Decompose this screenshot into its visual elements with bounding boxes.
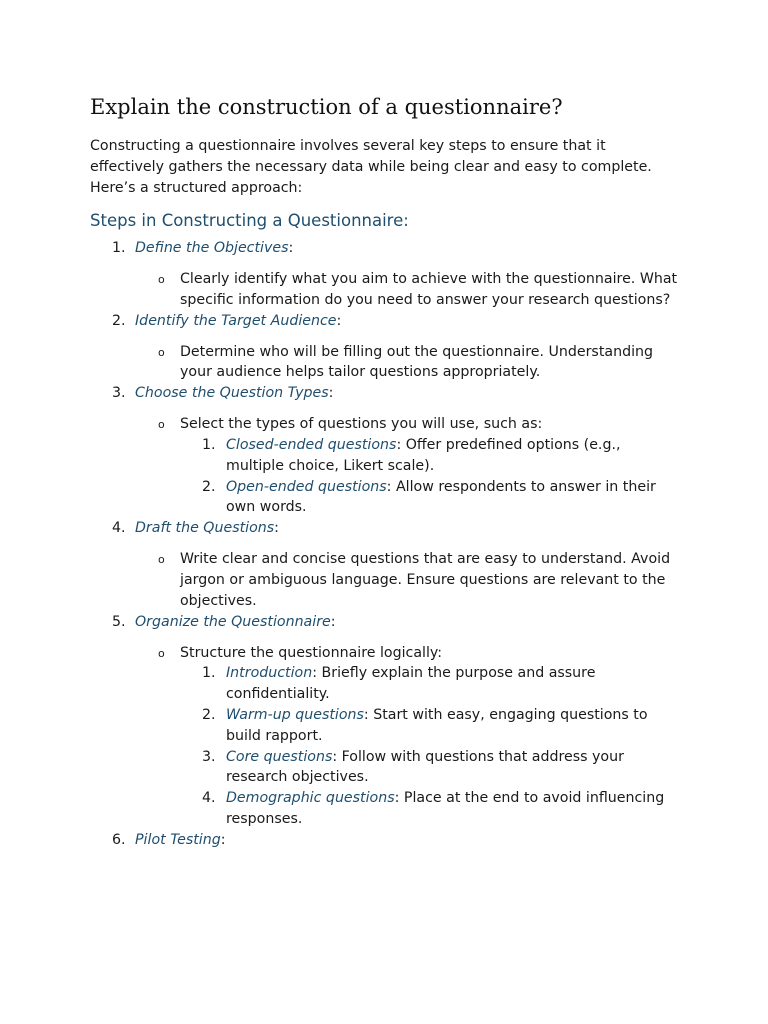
sub-item-desc: : Place at the end to avoid influencing responses.	[226, 790, 665, 827]
sub-item-desc: : Start with easy, engaging questions to build rapport.	[226, 706, 648, 744]
bullet-text: Determine who will be filling out the questionnaire. Understanding your audience helps tailor questions appropriately.	[180, 343, 654, 381]
step-label	[135, 518, 279, 539]
step-label	[135, 830, 226, 851]
sub-item	[180, 435, 680, 477]
step-colon: :	[274, 520, 279, 537]
step-term: Identify the Target Audience	[135, 312, 337, 329]
step-label	[135, 612, 336, 633]
step-number: 3.	[112, 385, 126, 402]
step-term: Pilot Testing	[135, 831, 221, 848]
bullet-marker-icon: o	[158, 553, 165, 567]
sub-item-number: 1.	[202, 436, 216, 453]
sub-item	[180, 705, 680, 747]
sub-item	[180, 747, 680, 789]
sub-item-term: Warm-up questions	[226, 706, 364, 723]
bullet-text: Write clear and concise questions that are easy to understand. Avoid jargon or ambiguous language. Ensure questions are relevant to the objectives.	[180, 551, 671, 609]
step-label	[135, 383, 333, 404]
bullet-marker-icon: o	[158, 646, 165, 660]
bullet-item	[90, 269, 680, 311]
step-item	[90, 518, 680, 539]
step-term: Organize the Questionnaire	[135, 613, 331, 630]
section-heading: Steps in Constructing a Questionnaire:	[90, 211, 409, 230]
bullet-item	[90, 414, 680, 518]
sub-item-number: 2.	[202, 478, 216, 495]
sub-item-term: Introduction	[226, 665, 313, 682]
sub-item	[180, 663, 680, 705]
step-term: Choose the Question Types	[135, 385, 329, 402]
sub-item-desc: : Follow with questions that address your research objectives.	[226, 748, 624, 786]
bullet-item	[90, 549, 680, 611]
step-term: Draft the Questions	[135, 520, 275, 537]
step-colon: :	[288, 240, 294, 256]
sub-item-number: 4.	[202, 790, 216, 807]
bullet-marker-icon: o	[158, 345, 165, 359]
bullet-marker-icon: o	[158, 273, 165, 286]
bullet-text: Structure the questionnaire logically:	[180, 644, 443, 661]
intro-paragraph: Constructing a questionnaire involves several key steps to ensure that it effectively gathers the necessary data while being clear and easy to complete. Here’s a structured approach:	[90, 138, 652, 196]
sub-item	[180, 788, 680, 830]
step-colon: :	[336, 312, 342, 329]
sub-item-desc: : Briefly explain the purpose and assure confidentiality.	[226, 665, 596, 703]
step-item	[90, 383, 680, 404]
step-number: 6.	[112, 831, 126, 848]
sub-item	[180, 477, 680, 519]
sub-item-number: 3.	[202, 748, 216, 765]
step-item	[90, 311, 680, 332]
sub-item-number: 2.	[202, 706, 216, 723]
step-colon: :	[330, 613, 336, 630]
step-label	[135, 311, 341, 332]
step-number: 5.	[112, 613, 126, 630]
bullet-marker-icon: o	[158, 418, 165, 432]
sub-item-desc: : Offer predefined options (e.g., multiple choice, Likert scale).	[226, 436, 621, 474]
step-colon: :	[220, 831, 226, 848]
sub-item-number: 1.	[202, 665, 216, 682]
steps-list	[90, 238, 680, 851]
step-term: Define the Objectives	[135, 240, 289, 256]
step-label	[135, 238, 293, 259]
step-number: 2.	[112, 312, 126, 329]
sublist	[180, 663, 680, 829]
sub-item-term: Core questions	[226, 748, 333, 765]
bullet-item	[90, 342, 680, 384]
bullet-text: Clearly identify what you aim to achieve with the questionnaire. What specific information do you need to answer your research questions?	[180, 271, 678, 308]
sub-item-term: Demographic questions	[226, 790, 395, 807]
sub-item-term: Open-ended questions	[226, 478, 387, 495]
page-title: Explain the construction of a questionnaire?	[90, 95, 563, 119]
step-item	[90, 238, 680, 259]
step-colon: :	[328, 385, 334, 402]
bullet-item	[90, 643, 680, 830]
step-item	[90, 830, 680, 851]
sub-item-term: Closed-ended questions	[226, 436, 397, 453]
step-number: 1.	[112, 240, 126, 256]
bullet-text: Select the types of questions you will use, such as:	[180, 416, 543, 433]
sub-item-desc: : Allow respondents to answer in their own words.	[226, 478, 656, 516]
step-number: 4.	[112, 520, 126, 537]
sublist	[180, 435, 680, 518]
step-item	[90, 612, 680, 633]
